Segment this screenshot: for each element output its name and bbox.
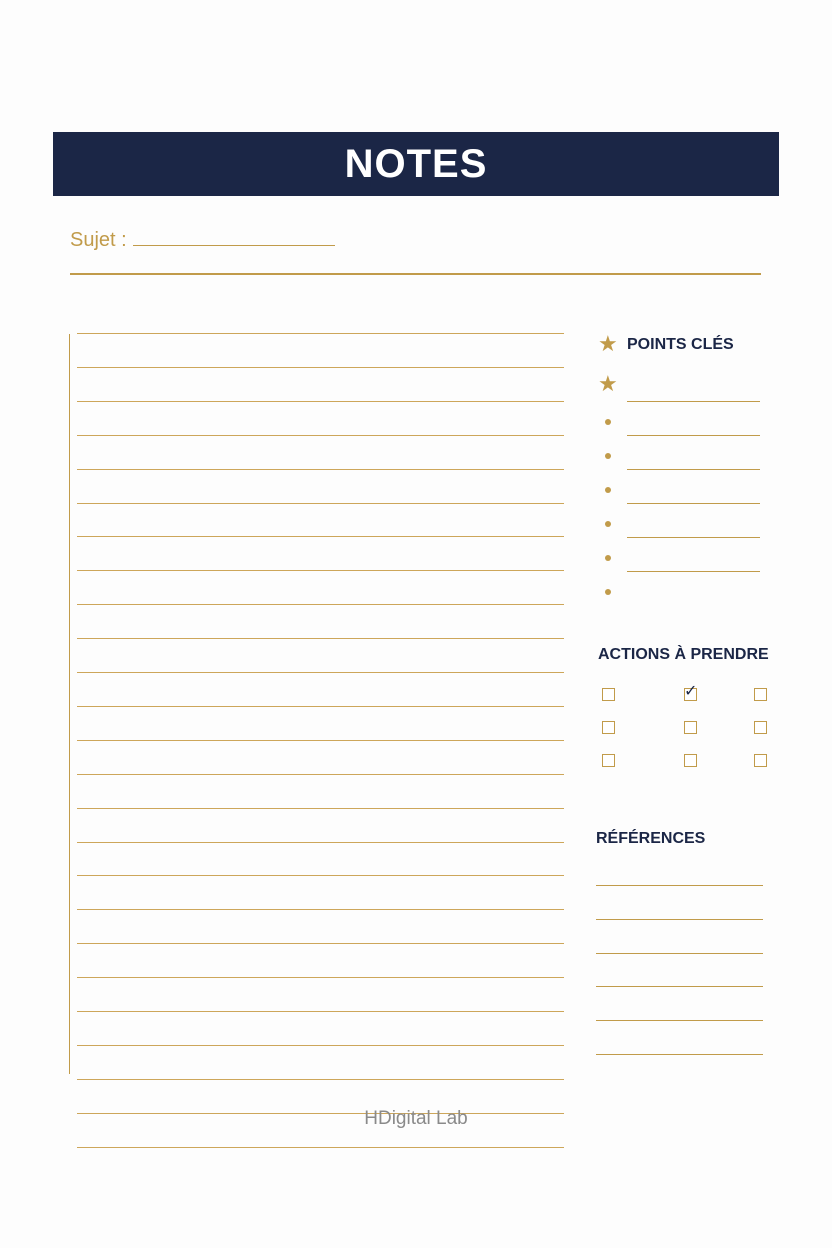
- note-line[interactable]: [77, 469, 564, 470]
- checkbox[interactable]: [754, 721, 767, 734]
- checkbox[interactable]: [754, 688, 767, 701]
- note-line[interactable]: [77, 1045, 564, 1046]
- bullet-dot-icon: [605, 555, 611, 561]
- note-line[interactable]: [77, 401, 564, 402]
- bullet-dot-icon: [605, 487, 611, 493]
- note-line[interactable]: [77, 672, 564, 673]
- point-cle-line[interactable]: [627, 469, 760, 470]
- checkbox[interactable]: [602, 688, 615, 701]
- note-line[interactable]: [77, 774, 564, 775]
- bullet-dot-icon: [605, 589, 611, 595]
- checkbox[interactable]: [684, 754, 697, 767]
- point-cle-line[interactable]: [627, 435, 760, 436]
- note-line[interactable]: [77, 909, 564, 910]
- subject-field[interactable]: [70, 222, 335, 252]
- checkbox-checked[interactable]: [684, 681, 698, 701]
- note-line[interactable]: [77, 1011, 564, 1012]
- note-line[interactable]: [77, 435, 564, 436]
- reference-line[interactable]: [596, 986, 763, 987]
- note-line[interactable]: [77, 808, 564, 809]
- note-line[interactable]: [77, 943, 564, 944]
- checkbox[interactable]: [602, 754, 615, 767]
- notes-area[interactable]: [69, 330, 565, 1075]
- note-line[interactable]: [77, 706, 564, 707]
- point-cle-line[interactable]: [627, 571, 760, 572]
- star-icon: ★: [598, 331, 618, 356]
- checkbox[interactable]: [754, 754, 767, 767]
- reference-line[interactable]: [596, 885, 763, 886]
- page-title: NOTES: [344, 141, 488, 186]
- points-cles-title: POINTS CLÉS: [627, 336, 734, 353]
- checkbox[interactable]: [602, 721, 615, 734]
- note-line[interactable]: [77, 570, 564, 571]
- point-cle-line[interactable]: [627, 537, 760, 538]
- star-icon: ★: [598, 371, 618, 396]
- note-line[interactable]: [77, 740, 564, 741]
- note-line[interactable]: [77, 1079, 564, 1080]
- note-line[interactable]: [77, 536, 564, 537]
- header-banner: [53, 132, 779, 196]
- reference-line[interactable]: [596, 1054, 763, 1055]
- notes-margin-line: [69, 334, 70, 1074]
- checkbox[interactable]: [684, 721, 697, 734]
- note-line[interactable]: [77, 977, 564, 978]
- checkmark-icon: ✓: [684, 681, 698, 700]
- bullet-dot-icon: [605, 419, 611, 425]
- subject-input-line[interactable]: [133, 245, 335, 246]
- note-line[interactable]: [77, 503, 564, 504]
- bullet-dot-icon: [605, 521, 611, 527]
- bullet-dot-icon: [605, 453, 611, 459]
- reference-line[interactable]: [596, 953, 763, 954]
- note-line[interactable]: [77, 842, 564, 843]
- note-line[interactable]: [77, 333, 564, 334]
- header-divider: [70, 273, 761, 275]
- reference-line[interactable]: [596, 1020, 763, 1021]
- subject-label: Sujet :: [70, 229, 127, 251]
- references-title: RÉFÉRENCES: [596, 830, 706, 847]
- reference-line[interactable]: [596, 919, 763, 920]
- note-line[interactable]: [77, 875, 564, 876]
- actions-title: ACTIONS À PRENDRE: [598, 646, 769, 663]
- note-line[interactable]: [77, 638, 564, 639]
- footer-brand: HDigital Lab: [364, 1108, 468, 1129]
- point-cle-line[interactable]: [627, 503, 760, 504]
- note-line[interactable]: [77, 604, 564, 605]
- note-line[interactable]: [77, 367, 564, 368]
- note-line[interactable]: [77, 1147, 564, 1148]
- point-cle-line[interactable]: [627, 401, 760, 402]
